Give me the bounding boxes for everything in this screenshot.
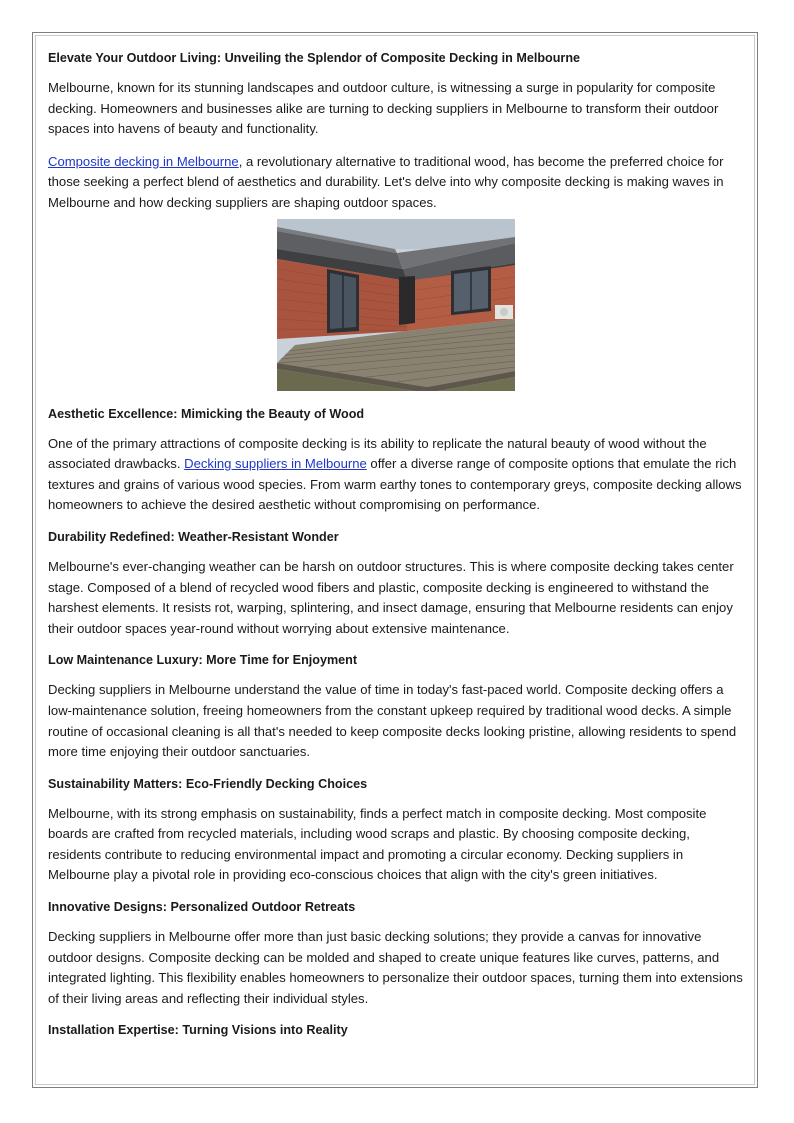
section-heading-installation: Installation Expertise: Turning Visions into Reality <box>48 1023 348 1038</box>
section-heading-maintenance: Low Maintenance Luxury: More Time for Enjoyment <box>48 653 358 668</box>
page-frame <box>32 32 758 1088</box>
composite-decking-link[interactable]: Composite decking in Melbourne <box>48 153 239 169</box>
section-paragraph-maintenance: Decking suppliers in Melbourne understand the value of time in today's fast-paced world. Composite decking offers a low-maintenance solution, freeing homeowners from the constant upkeep required by traditional wood decks. A simple routine of occasional cleaning is all that's needed to keep composite decks looking pristine, allowing residents to spend more time enjoying their outdoor sanctuaries. <box>48 682 737 760</box>
section-heading-designs: Innovative Designs: Personalized Outdoor Retreats <box>48 900 356 915</box>
deck-photo <box>277 219 515 391</box>
intro-paragraph: Melbourne, known for its stunning landscapes and outdoor culture, is witnessing a surge in popularity for composite decking. Homeowners and businesses alike are turning to decking suppliers in Melbourne to transform their outdoor spaces into havens of beauty and functionality. <box>48 80 719 137</box>
section-paragraph-designs: Decking suppliers in Melbourne offer more than just basic decking solutions; they provide a canvas for innovative outdoor designs. Composite decking can be molded and shaped to create unique features like curves, patterns, and integrated lighting. This flexibility enables homeowners to personalize their outdoor spaces, turning them into extensions of their living areas and reflecting their individual styles. <box>48 929 743 1006</box>
aesthetic-text-end: offer a diverse range of composite options that emulate the rich textures and grains of various wood species. From warm earthy tones to contemporary greys, composite decking allows homeowners to achieve the desired aesthetic without compromising on performance. <box>48 456 742 513</box>
paragraph-composite-rest: , a revolutionary alternative to traditional wood, has become the preferred choice for those seeking a perfect blend of aesthetics and durability. Let's delve into why composite decking is making waves in Melbourne and how decking suppliers are shaping outdoor spaces. <box>48 153 724 210</box>
section-heading-aesthetic: Aesthetic Excellence: Mimicking the Beauty of Wood <box>48 406 365 421</box>
photo-container <box>48 219 743 391</box>
section-heading-durability: Durability Redefined: Weather-Resistant Wonder <box>48 529 339 544</box>
section-heading-sustainability: Sustainability Matters: Eco-Friendly Decking Choices <box>48 776 368 791</box>
section-paragraph-durability: Melbourne's ever-changing weather can be harsh on outdoor structures. This is where composite decking takes center stage. Composed of a blend of recycled wood fibers and plastic, composite decking is engineered to withstand the harshest elements. It resists rot, warping, splintering, and insect damage, ensuring that Melbourne residents can enjoy their outdoor spaces year-round without worrying about extensive maintenance. <box>48 558 734 636</box>
article-title: Elevate Your Outdoor Living: Unveiling the Splendor of Composite Decking in Melbourne <box>48 51 581 65</box>
section-paragraph-aesthetic <box>48 434 743 516</box>
aesthetic-text-start: One of the primary attractions of composite decking is its ability to replicate the natural beauty of wood without the associated drawbacks. <box>48 435 707 472</box>
paragraph-composite-intro <box>48 152 743 214</box>
section-paragraph-sustainability: Melbourne, with its strong emphasis on sustainability, finds a perfect match in composite decking. Most composite boards are crafted from recycled materials, including wood scraps and plastic. By choosing composite decking, residents contribute to reducing environmental impact and promoting a circular economy. Decking suppliers in Melbourne play a pivotal role in providing eco-conscious choices that align with the city's green initiatives. <box>48 805 707 883</box>
decking-suppliers-link[interactable]: Decking suppliers in Melbourne <box>184 456 367 472</box>
